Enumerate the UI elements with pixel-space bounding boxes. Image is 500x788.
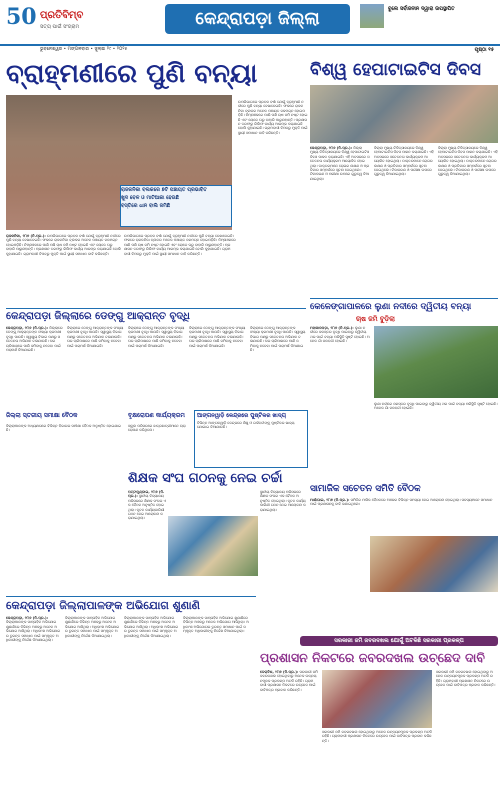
hepatitis-body: ଜିଲ୍ଲା ମୁଖ୍ୟ ଚିକିତ୍ସାଳୟରେ ବିଶ୍ୱ ହେପାଟାଇଟିସ ଦିବସ ପାଳନ କରାଯାଇଛି। ଏହି ଅବସରରେ ସଚେତନତା କାର୍ଯ୍ୟକ୍ରମ ଆୟୋଜିତ ହୋଇଥିଲା। ଡାକ୍ତରମାନେ ରୋଗର ଲକ୍ଷଣ ଓ ପ୍ରତିକାର ସମ୍ପର୍କରେ ସୂଚନା ଦେଇଥିଲେ। ଟିକାକରଣ ଓ ପରୀକ୍ଷା ଉପରେ ଗୁରୁତ୍ୱ ଦିଆଯାଇଥିଲା। [310, 146, 370, 181]
lead-highlights-box [120, 185, 232, 227]
section-rule [310, 298, 498, 299]
encroach-photo [322, 670, 432, 728]
hepatitis-headline: ବିଶ୍ୱ ହେପାଟାଇଟିସ ଦିବସ [310, 60, 481, 80]
page-number: ପୃଷ୍ଠା ୧୫ [474, 47, 494, 53]
river-dateline: ମହାକାଳପଡ଼ା, ୨୮ା୭ (ନି.ପ୍ର.): [310, 326, 354, 330]
smallnews1-headline: ଜିଲ୍ଲା ସ୍ତରୀୟ ସମୀକ୍ଷା ବୈଠକ [6, 412, 78, 419]
river-body-col2: ଲୁଣା ନଦୀରେ ଜଳସ୍ତର ବୃଦ୍ଧି ପାଇବାରୁ ଦ୍ୱିତୀୟ ଥର ପାଇଁ ବନ୍ୟା ପରିସ୍ଥିତି ସୃଷ୍ଟି ହୋଇଛି। ଅନେକ ଗାଁ ଜଳବନ୍ଦୀ ହୋଇଛି। [374, 402, 498, 411]
smallnews2-headline: ବୃକ୍ଷରୋପଣ କାର୍ଯ୍ୟକ୍ରମ [128, 412, 185, 419]
river-subhead: ଚାଷ ଜମି ବୁଡ଼ିଲା [356, 315, 395, 323]
encroach-dateline: ଡେରାବିଶ, ୨୮ା୭ (ନି.ପ୍ର.): [260, 670, 299, 674]
lead-body-col1 [6, 234, 121, 304]
hepatitis-photo [310, 85, 498, 143]
hepatitis-body-col1 [310, 146, 370, 296]
teachers-body: ସ୍ଥାନୀୟ ବିଦ୍ୟାଳୟ ପରିସରରେ ଶିକ୍ଷକ ସଂଘର ଏକ ବୈଠକ ଅନୁଷ୍ଠିତ ହୋଇଥିଲା। ନୂତନ କାର୍ଯ୍ୟକାରିଣୀ ଗଠନ ନେଇ ଆଲୋଚନା କରାଯାଇଥିଲା। [128, 494, 166, 521]
social-photo [370, 536, 498, 592]
dengue-body-col5: ଜିଲ୍ଲାରେ ଡେଙ୍ଗୁ ଆକ୍ରାନ୍ତଙ୍କ ସଂଖ୍ୟା କ୍ରମଶଃ ବୃଦ୍ଧି ପାଉଛି। ସ୍ୱାସ୍ଥ୍ୟ ବିଭାଗ ପକ୍ଷରୁ ସଚେତନତା ଅଭିଯାନ ଚଳାଯାଉଛି। ଘର ଚାରିପାଖରେ ପାଣି ଜମିବାକୁ ନଦେବା ପାଇଁ ପରାମର୍ଶ ଦିଆଯାଇଛି। [250, 326, 306, 353]
river-body-col1 [310, 326, 370, 476]
dateline: ଭୁବନେଶ୍ୱର • ମଙ୍ଗଳବାର • ଜୁଲାଇ ୨୯ • ୨୦୨୫ [40, 47, 128, 52]
encroach-body-col3: ସରକାରୀ ଜମି ଜବରଦଖଲ ହୋଇଥିବାରୁ ଅନେକ ଉନ୍ନୟନମୂଳକ ପ୍ରକଳ୍ପ ଅଟକି ରହିଛି। ଗ୍ରାମବାସୀ ପ୍ରଶାସନ ନିକଟରେ ଉଚ୍ଛେଦ ପାଇଁ ଦାବିପତ୍ର ପ୍ରଦାନ କରିଛନ୍ତି। [436, 670, 496, 688]
river-photo [374, 326, 498, 398]
encroach-body-col1 [260, 670, 318, 782]
sidebox-headline: ଆଙ୍ଗନୱାଡ଼ି କେନ୍ଦ୍ରରେ ପୁଷ୍ଟିକର ଖାଦ୍ୟ [197, 413, 287, 419]
teaser-thumbnail [360, 4, 384, 28]
teaser-text: ବୁଲେ ସର୍ବାଜନୀନ ଦ୍ୱାରା ଉପସ୍ଥାପିତ [388, 6, 455, 12]
collector-headline: କେନ୍ଦ୍ରାପଡ଼ା ଜିଲ୍ଲାପାଳଙ୍କ ଅଭିଯୋଗ ଶୁଣାଣି [6, 599, 200, 612]
highlight-item: ଖୁଦ ବେଳ ଓ ମାଟିଆକା ହେଉଛି [121, 195, 179, 201]
highlight-item: ବସ୍ତିରେ ଧାନ ବାଲି ଜମିଛି [121, 203, 170, 209]
anniversary-logo: 50 [6, 4, 37, 30]
river-headline: କେଳେଙ୍ଗାପାଳରେ ଲୁଣା ନଦୀରେ ଦ୍ୱିତୀୟ ବନ୍ୟା [310, 302, 472, 312]
newspaper-brand: ପ୍ରତିବିମ୍ବ [40, 10, 84, 21]
encroach-headline: ପ୍ରଶାସନ ନିକଟରେ ଜବରଦଖଲ ଉଚ୍ଛେଦ ଦାବି [260, 650, 485, 665]
social-body: ମାର୍ଶାଘାଇ, ୨୮ା୭ (ନି.ପ୍ର.): ସମିତିର ମାସିକ ବୈଠକରେ ଅଞ୍ଚଳର ବିଭିନ୍ନ ସମସ୍ୟା ନେଇ ଆଲୋଚନା ହୋଇଥିଲା। ସଦସ୍ୟମାନେ ସମାଧାନ ପାଇଁ ପ୍ରଶାସନକୁ ଦାବି ଜଣାଇଥିଲେ। [310, 498, 493, 507]
hepatitis-body-col2: ଜିଲ୍ଲା ମୁଖ୍ୟ ଚିକିତ୍ସାଳୟରେ ବିଶ୍ୱ ହେପାଟାଇଟିସ ଦିବସ ପାଳନ କରାଯାଇଛି। ଏହି ଅବସରରେ ସଚେତନତା କାର୍ଯ୍ୟକ୍ରମ ଆୟୋଜିତ ହୋଇଥିଲା। ଡାକ୍ତରମାନେ ରୋଗର ଲକ୍ଷଣ ଓ ପ୍ରତିକାର ସମ୍ପର୍କରେ ସୂଚନା ଦେଇଥିଲେ। ଟିକାକରଣ ଓ ପରୀକ୍ଷା ଉପରେ ଗୁରୁତ୍ୱ ଦିଆଯାଇଥିଲା। [374, 146, 434, 177]
collector-body-col2: ଜିଲ୍ଲାପାଳଙ୍କ ସାପ୍ତାହିକ ଅଭିଯୋଗ ଶୁଣାଣିରେ ବିଭିନ୍ନ ଅଞ୍ଚଳରୁ ଅନେକ ଅଭିଯୋଗ ଆସିଥିଲା। ଅଧିକାଂଶ ଅଭିଯୋଗର ତୁରନ୍ତ ସମାଧାନ ପାଇଁ ସମ୍ପୃକ୍ତ ଅଧିକାରୀଙ୍କୁ ନିର୍ଦ୍ଦେଶ ଦିଆଯାଇଥିଲା। [65, 616, 120, 638]
hepatitis-dateline: କେନ୍ଦ୍ରାପଡ଼ା, ୨୮ା୭ (ନି.ପ୍ର.): [310, 146, 353, 150]
lead-dateline: ରାଜକନିକା, ୨୮ା୭ (ନି.ପ୍ର.): [6, 234, 46, 238]
dengue-body-col3: ଜିଲ୍ଲାରେ ଡେଙ୍ଗୁ ଆକ୍ରାନ୍ତଙ୍କ ସଂଖ୍ୟା କ୍ରମଶଃ ବୃଦ୍ଧି ପାଉଛି। ସ୍ୱାସ୍ଥ୍ୟ ବିଭାଗ ପକ୍ଷରୁ ସଚେତନତା ଅଭିଯାନ ଚଳାଯାଉଛି। ଘର ଚାରିପାଖରେ ପାଣି ଜମିବାକୁ ନଦେବା ପାଇଁ ପରାମର୍ଶ ଦିଆଯାଇଛି। [128, 326, 185, 348]
dengue-body-col1 [6, 326, 64, 406]
section-rule [6, 596, 256, 597]
highlight-item: ରାଜକନିକା ବଲକରେ ୭ଟି ପଞ୍ଚାୟତ ପ୍ରଭାବିତ [121, 187, 207, 193]
section-rule [6, 308, 306, 309]
encroach-body-col2: ସରକାରୀ ଜମି ଜବରଦଖଲ ହୋଇଥିବାରୁ ଅନେକ ଉନ୍ନୟନମୂଳକ ପ୍ରକଳ୍ପ ଅଟକି ରହିଛି। ଗ୍ରାମବାସୀ ପ୍ରଶାସନ ନିକଟରେ ଉଚ୍ଛେଦ ପାଇଁ ଦାବିପତ୍ର ପ୍ରଦାନ କରିଛନ୍ତି। [322, 730, 432, 743]
sidebox-body: ବିଭିନ୍ନ ଆଙ୍ଗନୱାଡ଼ି କେନ୍ଦ୍ରରେ ଶିଶୁ ଓ ଗର୍ଭବତୀଙ୍କୁ ପୁଷ୍ଟିକର ଖାଦ୍ୟ ଯୋଗାଇ ଦିଆଯାଉଛି। [197, 421, 295, 430]
sidebox [194, 410, 308, 468]
dengue-headline: କେନ୍ଦ୍ରାପଡ଼ା ଜିଲ୍ଲାରେ ଡେଙ୍ଗୁ ଆକ୍ରାନ୍ତ ବୃଦ୍ଧି [6, 311, 190, 322]
collector-dateline: କେନ୍ଦ୍ରାପଡ଼ା, ୨୮ା୭ (ନି.ପ୍ର.): [6, 616, 49, 620]
district-banner: କେନ୍ଦ୍ରାପଡ଼ା ଜିଲ୍ଲା [165, 4, 350, 34]
collector-body-col3: ଜିଲ୍ଲାପାଳଙ୍କ ସାପ୍ତାହିକ ଅଭିଯୋଗ ଶୁଣାଣିରେ ବିଭିନ୍ନ ଅଞ୍ଚଳରୁ ଅନେକ ଅଭିଯୋଗ ଆସିଥିଲା। ଅଧିକାଂଶ ଅଭିଯୋଗର ତୁରନ୍ତ ସମାଧାନ ପାଇଁ ସମ୍ପୃକ୍ତ ଅଧିକାରୀଙ୍କୁ ନିର୍ଦ୍ଦେଶ ଦିଆଯାଇଥିଲା। [124, 616, 179, 638]
lead-body: ଉପରିଭାଗରେ ପ୍ରବଳ ବର୍ଷା ଯୋଗୁଁ ବ୍ରାହ୍ମଣୀ ନଦୀରେ ପୁଣି ବନ୍ୟା ଦେଖାଦେଇଛି। ଫଳରେ ରାଜକନିକା ବ୍ଲକର ଅନେକ ପଞ୍ଚାୟତ ଜଳମଗ୍ନ ହୋଇପଡ଼ିଛି। ନିମ୍ନାଞ୍ଚଳରେ ପାଣି ପଶି ଚାଷ ଜମି ନଷ୍ଟ ହୋଇଛି ଏବଂ ଲୋକେ ଘରୁ ବାହାରି ପାରୁନାହାନ୍ତି। ପ୍ରଶାସନ ତରଫରୁ ରିଲିଫ କାର୍ଯ୍ୟ ଆରମ୍ଭ କରାଯାଇଛି ବୋଲି କୁହାଯାଇଛି। ଗ୍ରାମବାସୀ ବିପଦରୁ ମୁକ୍ତି ପାଇଁ ସ୍ଥାୟୀ ସମାଧାନ ଦାବି କରିଛନ୍ତି। [6, 234, 121, 256]
collector-body-col4: ଜିଲ୍ଲାପାଳଙ୍କ ସାପ୍ତାହିକ ଅଭିଯୋଗ ଶୁଣାଣିରେ ବିଭିନ୍ନ ଅଞ୍ଚଳରୁ ଅନେକ ଅଭିଯୋଗ ଆସିଥିଲା। ଅଧିକାଂଶ ଅଭିଯୋଗର ତୁରନ୍ତ ସମାଧାନ ପାଇଁ ସମ୍ପୃକ୍ତ ଅଧିକାରୀଙ୍କୁ ନିର୍ଦ୍ଦେଶ ଦିଆଯାଇଥିଲା। [183, 616, 250, 634]
brand-tagline: ସତ୍ୟ ପାଇଁ ସଂଗ୍ରାମ [40, 24, 80, 30]
teachers-photo [168, 516, 258, 576]
teachers-dateline: ପଟ୍ଟାମୁଣ୍ଡାଇ, ୨୮ା୭ (ନି.ପ୍ର.): [128, 490, 165, 499]
teachers-headline: ଶିକ୍ଷକ ସଂଘ ଗଠନକୁ ନେଇ ଚର୍ଚ୍ଚା [128, 471, 283, 486]
teachers-body-col2: ସ୍ଥାନୀୟ ବିଦ୍ୟାଳୟ ପରିସରରେ ଶିକ୍ଷକ ସଂଘର ଏକ ବୈଠକ ଅନୁଷ୍ଠିତ ହୋଇଥିଲା। ନୂତନ କାର୍ଯ୍ୟକାରିଣୀ ଗଠନ ନେଇ ଆଲୋଚନା କରାଯାଇଥିଲା। [260, 490, 306, 512]
collector-body-col1 [6, 616, 62, 782]
smallnews2-body: ସ୍କୁଲ ପରିସରରେ ଛାତ୍ରଛାତ୍ରୀମାନେ ଚାରା ରୋପଣ କରିଥିଲେ। [128, 424, 186, 433]
encroach-body: ସରକାରୀ ଜମି ଜବରଦଖଲ ହୋଇଥିବାରୁ ଅନେକ ଉନ୍ନୟନମୂଳକ ପ୍ରକଳ୍ପ ଅଟକି ରହିଛି। ଗ୍ରାମବାସୀ ପ୍ରଶାସନ ନିକଟରେ ଉଚ୍ଛେଦ ପାଇଁ ଦାବିପତ୍ର ପ୍ରଦାନ କରିଛନ୍ତି। [260, 670, 318, 692]
social-dateline: ମାର୍ଶାଘାଇ, ୨୮ା୭ (ନି.ପ୍ର.): [310, 498, 350, 502]
masthead [0, 0, 500, 46]
collector-body: ଜିଲ୍ଲାପାଳଙ୍କ ସାପ୍ତାହିକ ଅଭିଯୋଗ ଶୁଣାଣିରେ ବିଭିନ୍ନ ଅଞ୍ଚଳରୁ ଅନେକ ଅଭିଯୋଗ ଆସିଥିଲା। ଅଧିକାଂଶ ଅଭିଯୋଗର ତୁରନ୍ତ ସମାଧାନ ପାଇଁ ସମ୍ପୃକ୍ତ ଅଧିକାରୀଙ୍କୁ ନିର୍ଦ୍ଦେଶ ଦିଆଯାଇଥିଲା। [6, 620, 61, 643]
encroach-kicker: ସରକାରୀ ଜମି ଜବରଦଖଲ ଯୋଗୁଁ ଅଟକିଛି ସରକାରୀ ପ୍ରକଳ୍ପ [300, 636, 498, 646]
river-body: ଲୁଣା ନଦୀରେ ଜଳସ୍ତର ବୃଦ୍ଧି ପାଇବାରୁ ଦ୍ୱିତୀୟ ଥର ପାଇଁ ବନ୍ୟା ପରିସ୍ଥିତି ସୃଷ୍ଟି ହୋଇଛି। ଅନେକ ଗାଁ ଜଳବନ୍ଦୀ ହୋଇଛି। [310, 326, 370, 344]
lead-headline: ବ୍ରାହ୍ମଣୀରେ ପୁଣି ବନ୍ୟା [6, 59, 258, 89]
smallnews1-body: ଜିଲ୍ଲାପାଳଙ୍କ ଅଧ୍ୟକ୍ଷତାରେ ବିଭିନ୍ନ ବିଭାଗର ସମୀକ୍ଷା ବୈଠକ ଅନୁଷ୍ଠିତ ହୋଇଯାଇଛି। [6, 424, 122, 433]
social-headline: ସାମାଜିକ ସଚେତନ ସମିତି ବୈଠକ [310, 484, 421, 494]
lead-body-col3: ଉପରିଭାଗରେ ପ୍ରବଳ ବର୍ଷା ଯୋଗୁଁ ବ୍ରାହ୍ମଣୀ ନଦୀରେ ପୁଣି ବନ୍ୟା ଦେଖାଦେଇଛି। ଫଳରେ ରାଜକନିକା ବ୍ଲକର ଅନେକ ପଞ୍ଚାୟତ ଜଳମଗ୍ନ ହୋଇପଡ଼ିଛି। ନିମ୍ନାଞ୍ଚଳରେ ପାଣି ପଶି ଚାଷ ଜମି ନଷ୍ଟ ହୋଇଛି ଏବଂ ଲୋକେ ଘରୁ ବାହାରି ପାରୁନାହାନ୍ତି। ପ୍ରଶାସନ ତରଫରୁ ରିଲିଫ କାର୍ଯ୍ୟ ଆରମ୍ଭ କରାଯାଇଛି ବୋଲି କୁହାଯାଇଛି। ଗ୍ରାମବାସୀ ବିପଦରୁ ମୁକ୍ତି ପାଇଁ ସ୍ଥାୟୀ ସମାଧାନ ଦାବି କରିଛନ୍ତି। [238, 100, 308, 135]
lead-body-col2: ଉପରିଭାଗରେ ପ୍ରବଳ ବର୍ଷା ଯୋଗୁଁ ବ୍ରାହ୍ମଣୀ ନଦୀରେ ପୁଣି ବନ୍ୟା ଦେଖାଦେଇଛି। ଫଳରେ ରାଜକନିକା ବ୍ଲକର ଅନେକ ପଞ୍ଚାୟତ ଜଳମଗ୍ନ ହୋଇପଡ଼ିଛି। ନିମ୍ନାଞ୍ଚଳରେ ପାଣି ପଶି ଚାଷ ଜମି ନଷ୍ଟ ହୋଇଛି ଏବଂ ଲୋକେ ଘରୁ ବାହାରି ପାରୁନାହାନ୍ତି। ପ୍ରଶାସନ ତରଫରୁ ରିଲିଫ କାର୍ଯ୍ୟ ଆରମ୍ଭ କରାଯାଇଛି ବୋଲି କୁହାଯାଇଛି। ଗ୍ରାମବାସୀ ବିପଦରୁ ମୁକ୍ତି ପାଇଁ ସ୍ଥାୟୀ ସମାଧାନ ଦାବି କରିଛନ୍ତି। [124, 234, 236, 256]
dengue-body: ଜିଲ୍ଲାରେ ଡେଙ୍ଗୁ ଆକ୍ରାନ୍ତଙ୍କ ସଂଖ୍ୟା କ୍ରମଶଃ ବୃଦ୍ଧି ପାଉଛି। ସ୍ୱାସ୍ଥ୍ୟ ବିଭାଗ ପକ୍ଷରୁ ସଚେତନତା ଅଭିଯାନ ଚଳାଯାଉଛି। ଘର ଚାରିପାଖରେ ପାଣି ଜମିବାକୁ ନଦେବା ପାଇଁ ପରାମର୍ଶ ଦିଆଯାଇଛି। [6, 326, 63, 353]
dengue-body-col2: ଜିଲ୍ଲାରେ ଡେଙ୍ଗୁ ଆକ୍ରାନ୍ତଙ୍କ ସଂଖ୍ୟା କ୍ରମଶଃ ବୃଦ୍ଧି ପାଉଛି। ସ୍ୱାସ୍ଥ୍ୟ ବିଭାଗ ପକ୍ଷରୁ ସଚେତନତା ଅଭିଯାନ ଚଳାଯାଉଛି। ଘର ଚାରିପାଖରେ ପାଣି ଜମିବାକୁ ନଦେବା ପାଇଁ ପରାମର୍ଶ ଦିଆଯାଇଛି। [67, 326, 124, 348]
dengue-body-col4: ଜିଲ୍ଲାରେ ଡେଙ୍ଗୁ ଆକ୍ରାନ୍ତଙ୍କ ସଂଖ୍ୟା କ୍ରମଶଃ ବୃଦ୍ଧି ପାଉଛି। ସ୍ୱାସ୍ଥ୍ୟ ବିଭାଗ ପକ୍ଷରୁ ସଚେତନତା ଅଭିଯାନ ଚଳାଯାଉଛି। ଘର ଚାରିପାଖରେ ପାଣି ଜମିବାକୁ ନଦେବା ପାଇଁ ପରାମର୍ଶ ଦିଆଯାଇଛି। [189, 326, 246, 348]
dengue-dateline: କେନ୍ଦ୍ରାପଡ଼ା, ୨୮ା୭ (ନି.ପ୍ର.): [6, 326, 49, 330]
hepatitis-body-col3: ଜିଲ୍ଲା ମୁଖ୍ୟ ଚିକିତ୍ସାଳୟରେ ବିଶ୍ୱ ହେପାଟାଇଟିସ ଦିବସ ପାଳନ କରାଯାଇଛି। ଏହି ଅବସରରେ ସଚେତନତା କାର୍ଯ୍ୟକ୍ରମ ଆୟୋଜିତ ହୋଇଥିଲା। ଡାକ୍ତରମାନେ ରୋଗର ଲକ୍ଷଣ ଓ ପ୍ରତିକାର ସମ୍ପର୍କରେ ସୂଚନା ଦେଇଥିଲେ। ଟିକାକରଣ ଓ ପରୀକ୍ଷା ଉପରେ ଗୁରୁତ୍ୱ ଦିଆଯାଇଥିଲା। [438, 146, 498, 177]
